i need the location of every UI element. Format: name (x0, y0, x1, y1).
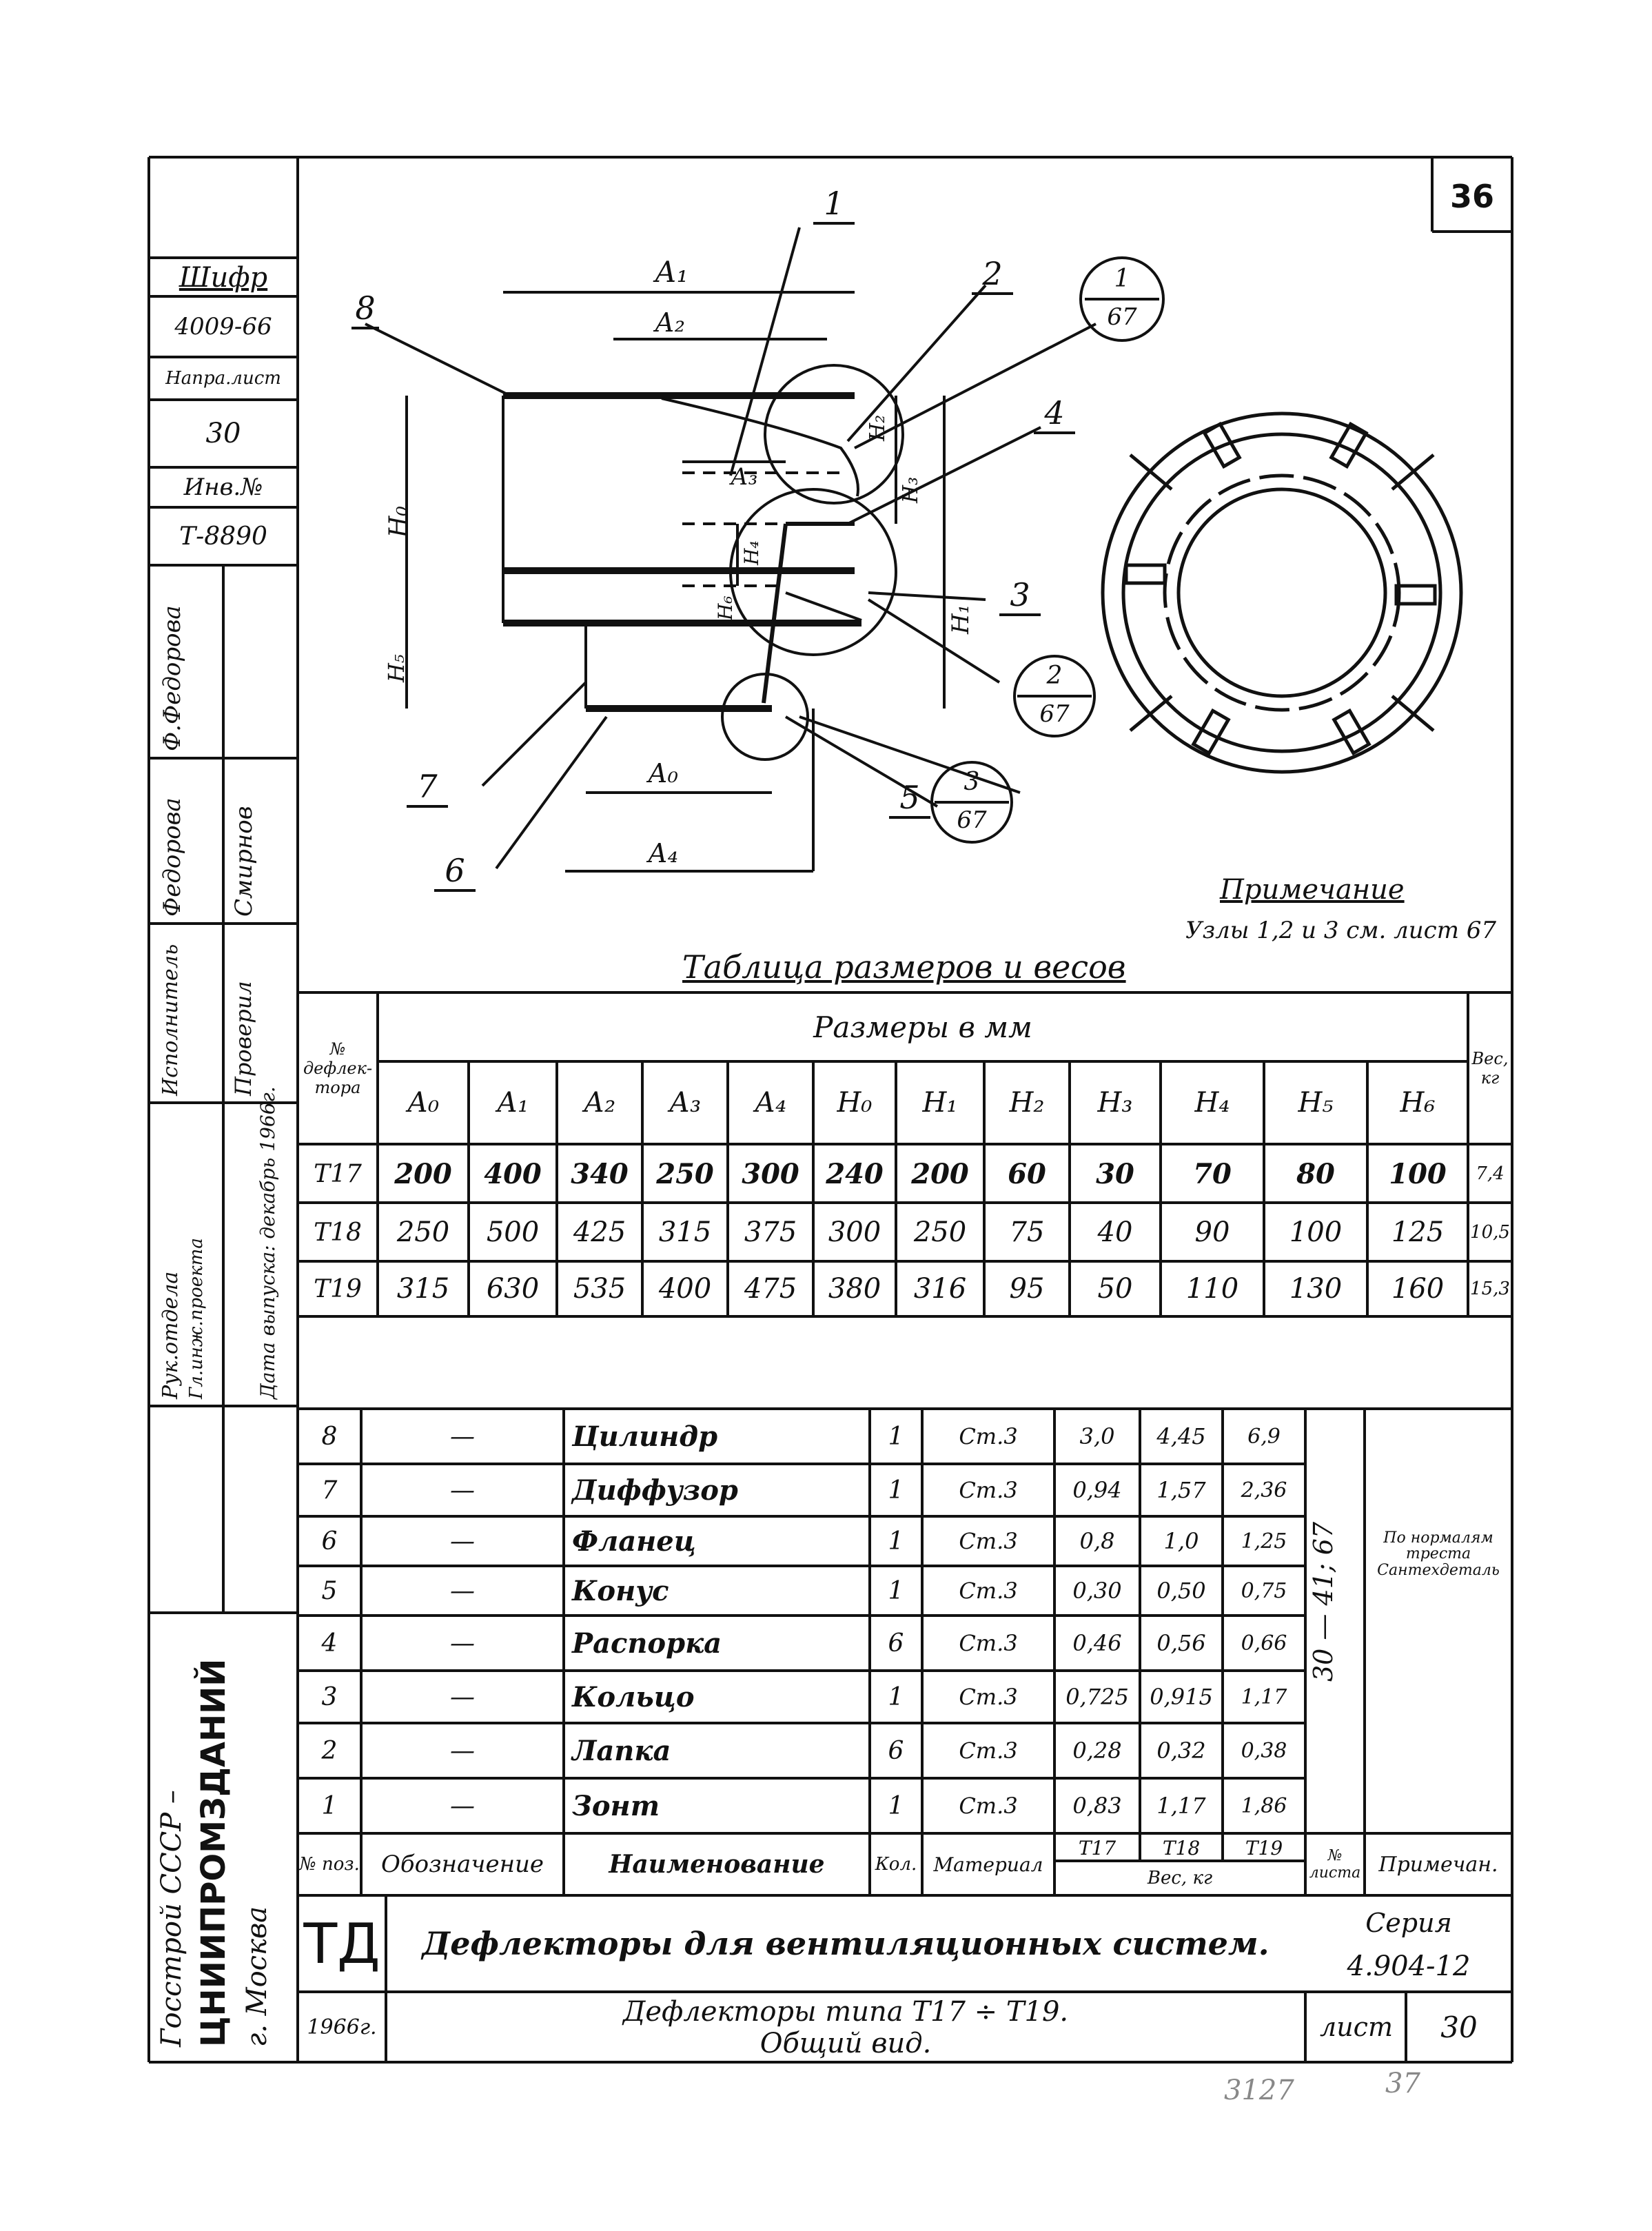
dims-cell: 80 (1296, 1157, 1335, 1190)
dim-h6: Н₆ (714, 595, 737, 620)
spec-weight-t18: 0,56 (1156, 1630, 1206, 1656)
dims-cell: 250 (396, 1216, 450, 1248)
dims-cell: 30 (1096, 1157, 1134, 1190)
spec-weight-t19: 0,66 (1241, 1631, 1287, 1656)
spec-name: Распорка (572, 1627, 722, 1660)
spec-header-w17: Т17 (1078, 1836, 1116, 1860)
spec-weight-t19: 2,36 (1241, 1478, 1287, 1502)
dims-cell: 250 (913, 1216, 967, 1248)
spec-pos: 6 (321, 1527, 338, 1556)
dim-a4: А₄ (648, 838, 679, 868)
dims-col-header: Н₃ (1097, 1087, 1133, 1119)
dims-col-header: Н₅ (1298, 1087, 1334, 1119)
dims-cell: 240 (826, 1157, 884, 1190)
spec-material: Ст.3 (959, 1423, 1018, 1449)
spec-weight-t18: 4,45 (1156, 1423, 1206, 1449)
dims-col-header: Н₁ (922, 1087, 958, 1119)
dim-a0: А₀ (648, 758, 679, 788)
dim-h3: Н₃ (899, 476, 923, 503)
spec-qty: 1 (888, 1422, 904, 1451)
org-line-2: ЦНИИПРОМЗДАНИЙ (194, 1658, 233, 2047)
spec-material: Ст.3 (959, 1477, 1018, 1503)
dims-col-header: Н₀ (837, 1087, 873, 1119)
signature-label-4: Исполнитель (159, 944, 183, 1096)
spec-weight-t17: 0,46 (1072, 1630, 1122, 1656)
spec-weight-t18: 1,17 (1156, 1793, 1206, 1819)
dims-weight: 10,5 (1470, 1222, 1510, 1243)
dims-cell: 200 (911, 1157, 969, 1190)
dim-h2: Н₂ (866, 414, 890, 441)
dims-col-header: А₂ (583, 1087, 616, 1119)
side-elevation (365, 227, 1163, 871)
spec-weight-t19: 1,86 (1241, 1793, 1287, 1818)
dims-cell: 90 (1194, 1216, 1230, 1248)
dims-cell: 316 (913, 1273, 967, 1305)
dims-cell: 315 (396, 1273, 450, 1305)
node-ref-1-den: 67 (1107, 303, 1137, 331)
spec-header-note: Примечан. (1378, 1852, 1498, 1877)
spec-weight-t17: 0,8 (1079, 1528, 1115, 1554)
spec-header-pos: № поз. (299, 1854, 360, 1875)
dims-cell: 200 (394, 1157, 452, 1190)
dims-weight: 15,3 (1470, 1279, 1510, 1299)
main-title: Дефлекторы для вентиляционных систем. (422, 1925, 1269, 1962)
spec-name: Конус (572, 1574, 669, 1607)
node-ref-2-num: 2 (1046, 662, 1063, 690)
dims-cell: 95 (1009, 1273, 1045, 1305)
spec-weight-t18: 0,915 (1150, 1684, 1213, 1710)
spec-material: Ст.3 (959, 1528, 1018, 1554)
spec-oboz: — (450, 1629, 475, 1658)
dims-cell: 380 (828, 1273, 881, 1305)
dim-h4: Н₄ (740, 540, 763, 565)
dims-cell: 375 (744, 1216, 797, 1248)
dim-a3: А₃ (731, 463, 758, 491)
spec-pos: 8 (321, 1422, 338, 1451)
spec-qty: 1 (888, 1576, 904, 1605)
dims-cell: 160 (1391, 1273, 1445, 1305)
dims-cell: 300 (828, 1216, 881, 1248)
spec-weight-t18: 0,50 (1156, 1578, 1206, 1604)
note-text: Узлы 1,2 и 3 см. лист 67 (1185, 917, 1497, 944)
spec-material: Ст.3 (959, 1738, 1018, 1764)
spec-name: Диффузор (572, 1474, 738, 1507)
dims-cell: 50 (1097, 1273, 1133, 1305)
dims-cell: 315 (658, 1216, 712, 1248)
series-value: 4.904-12 (1347, 1950, 1471, 1982)
spec-qty: 1 (888, 1527, 904, 1556)
spec-oboz: — (450, 1736, 475, 1765)
dims-first-col-header: № дефлек-тора (303, 1039, 373, 1097)
signature-label-7: Гл.инж.проекта (186, 1238, 207, 1399)
dims-col-header: А₀ (407, 1087, 440, 1119)
dims-cell: 630 (486, 1273, 540, 1305)
dims-col-header: А₃ (669, 1087, 702, 1119)
sheet-label: лист (1320, 2012, 1393, 2042)
spec-weight-t18: 1,0 (1163, 1528, 1199, 1554)
spec-weight-t17: 0,94 (1072, 1477, 1122, 1503)
spec-weight-t17: 0,725 (1065, 1684, 1129, 1710)
spec-header-weight: Вес, кг (1147, 1868, 1213, 1888)
spec-qty: 6 (888, 1736, 904, 1765)
dims-cell: 535 (573, 1273, 626, 1305)
dims-cell: 400 (658, 1273, 712, 1305)
spec-oboz: — (450, 1527, 475, 1556)
subtitle-2: Общий вид. (759, 2028, 932, 2059)
spec-qty: 1 (888, 1476, 904, 1505)
spec-weight-t19: 0,38 (1241, 1738, 1287, 1763)
node-ref-3-num: 3 (963, 768, 980, 796)
spec-pos: 3 (321, 1682, 338, 1711)
td-logo: ТД (303, 1911, 380, 1976)
bottom-stamp: 3127 (1224, 2075, 1294, 2106)
dim-h0: Н₀ (385, 506, 413, 538)
spec-header-mat: Материал (933, 1853, 1043, 1876)
inv-label: Инв.№ (183, 473, 263, 501)
dims-col-header: А₁ (496, 1087, 529, 1119)
spec-header-w18: Т18 (1162, 1836, 1201, 1860)
spec-weight-t19: 6,9 (1247, 1424, 1281, 1449)
spec-header-oboz: Обозначение (381, 1851, 544, 1878)
spec-weight-t19: 0,75 (1241, 1578, 1287, 1603)
spec-weight-t18: 0,32 (1156, 1738, 1206, 1764)
dims-col-header: А₄ (754, 1087, 787, 1119)
dims-col-header: Н₂ (1009, 1087, 1045, 1119)
spec-name: Зонт (572, 1789, 660, 1822)
dims-weight-header: Вес, кг (1471, 1049, 1509, 1088)
node-ref-3-den: 67 (957, 806, 987, 834)
spec-weight-t19: 1,17 (1241, 1684, 1287, 1709)
shifr-label: Шифр (179, 262, 268, 294)
spec-weight-t17: 0,28 (1072, 1738, 1122, 1764)
spec-oboz: — (450, 1422, 475, 1451)
spec-name: Фланец (572, 1525, 696, 1558)
series-label: Серия (1365, 1908, 1452, 1938)
node-ref-2-den: 67 (1039, 700, 1070, 728)
spec-sheet-ref: 30 — 41; 67 (1308, 1521, 1338, 1682)
dims-col-header: Н₄ (1194, 1087, 1230, 1119)
inv-value: Т-8890 (179, 522, 267, 551)
spec-weight-t17: 3,0 (1079, 1423, 1115, 1449)
signature-label-3: Смирнов (230, 806, 258, 917)
dims-cell: 425 (573, 1216, 626, 1248)
spec-pos: 1 (321, 1791, 338, 1820)
bottom-stamp-2: 37 (1385, 2068, 1420, 2099)
spec-pos: 4 (321, 1629, 338, 1658)
spec-header-name: Наименование (609, 1850, 825, 1879)
spec-name: Лапка (572, 1734, 671, 1767)
naprav-value: 30 (205, 418, 241, 449)
callout-3: 3 (999, 576, 1041, 616)
dims-cell: 75 (1009, 1216, 1045, 1248)
org-line-3: г. Москва (241, 1906, 273, 2047)
spec-header-w19: Т19 (1245, 1836, 1283, 1860)
dims-cell: 110 (1185, 1273, 1239, 1305)
dims-col-header: Н₆ (1400, 1087, 1436, 1119)
dims-cell: 125 (1391, 1216, 1445, 1248)
spec-name: Цилиндр (572, 1420, 718, 1453)
subtitle-1: Дефлекторы типа Т17 ÷ Т19. (622, 1996, 1069, 2028)
signature-label-5: Проверил (230, 981, 256, 1096)
dims-cell: 40 (1097, 1216, 1133, 1248)
spec-oboz: — (450, 1476, 475, 1505)
spec-note-merged: По нормалям треста Сантехдеталь (1377, 1529, 1500, 1579)
dim-a2: А₂ (655, 307, 686, 338)
spec-pos: 7 (321, 1476, 338, 1505)
spec-weight-t17: 0,83 (1072, 1793, 1122, 1819)
dims-cell: 70 (1193, 1157, 1232, 1190)
spec-name: Кольцо (572, 1680, 695, 1713)
dim-a1: А₁ (655, 255, 689, 289)
dims-cell: 130 (1289, 1273, 1343, 1305)
spec-material: Ст.3 (959, 1578, 1018, 1604)
note-title: Примечание (1220, 874, 1405, 906)
node-ref-1-num: 1 (1114, 265, 1130, 293)
release-date: Дата выпуска: декабрь 1966г. (256, 1086, 279, 1399)
callout-1: 1 (813, 185, 855, 225)
callout-7: 7 (407, 768, 448, 808)
dims-cell: 100 (1389, 1157, 1447, 1190)
spec-pos: 5 (321, 1576, 338, 1605)
dims-cell: 475 (744, 1273, 797, 1305)
year: 1966г. (307, 2015, 377, 2039)
spec-weight-t19: 1,25 (1241, 1529, 1287, 1553)
sheet-number: 30 (1440, 2010, 1478, 2044)
dims-row-id: Т18 (314, 1218, 362, 1247)
dims-col-group: Размеры в мм (813, 1010, 1032, 1044)
org-line-1: Госстрой СССР – (156, 1790, 187, 2047)
spec-header-qty: Кол. (875, 1854, 917, 1875)
spec-weight-t17: 0,30 (1072, 1578, 1122, 1604)
dims-cell: 400 (484, 1157, 542, 1190)
spec-weight-t18: 1,57 (1156, 1477, 1206, 1503)
dims-cell: 250 (656, 1157, 714, 1190)
signature-label-2: Федорова (159, 797, 186, 917)
spec-material: Ст.3 (959, 1793, 1018, 1819)
plan-view (1103, 414, 1461, 772)
spec-pos: 2 (321, 1736, 338, 1765)
dims-row-id: Т19 (314, 1274, 362, 1303)
dim-h5: Н₅ (383, 654, 409, 682)
dims-table-title: Таблица размеров и весов (682, 948, 1126, 986)
dims-cell: 100 (1289, 1216, 1343, 1248)
spec-material: Ст.3 (959, 1684, 1018, 1710)
shifr-value: 4009-66 (174, 313, 272, 340)
dim-h1: Н₁ (947, 604, 975, 634)
spec-header-sheet: № листа (1309, 1847, 1361, 1882)
dims-cell: 500 (486, 1216, 540, 1248)
spec-qty: 1 (888, 1791, 904, 1820)
callout-6: 6 (434, 852, 476, 892)
spec-oboz: — (450, 1682, 475, 1711)
dims-row-id: Т17 (314, 1159, 362, 1188)
signature-label-6: Рук.отдела (159, 1271, 183, 1399)
spec-qty: 6 (888, 1629, 904, 1658)
callout-2: 2 (972, 255, 1013, 295)
naprav-label: Напра.лист (165, 368, 281, 389)
callout-4: 4 (1034, 394, 1075, 434)
dims-cell: 60 (1008, 1157, 1046, 1190)
spec-qty: 1 (888, 1682, 904, 1711)
signature-label-1: Ф.Федорова (159, 605, 186, 751)
dims-weight: 7,4 (1476, 1163, 1505, 1184)
page-badge: 36 (1449, 178, 1494, 215)
dims-cell: 300 (742, 1157, 799, 1190)
callout-5: 5 (889, 779, 930, 819)
spec-material: Ст.3 (959, 1630, 1018, 1656)
spec-oboz: — (450, 1576, 475, 1605)
callout-8: 8 (351, 289, 379, 329)
spec-oboz: — (450, 1791, 475, 1820)
dims-cell: 340 (571, 1157, 629, 1190)
